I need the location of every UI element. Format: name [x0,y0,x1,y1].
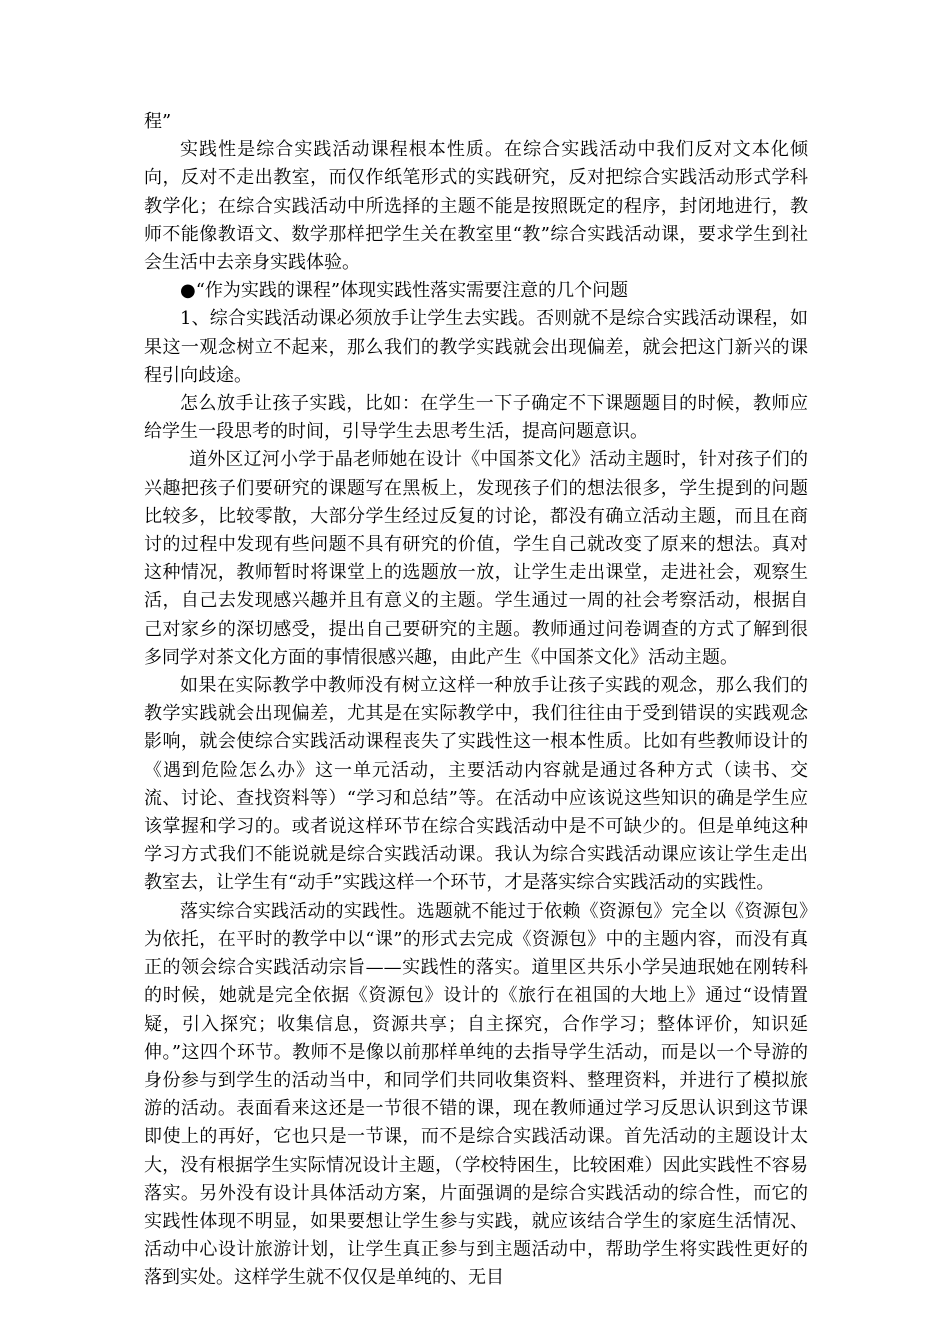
paragraph-how-to-let-go: 怎么放手让孩子实践，比如：在学生一下子确定不下课题题目的时候，教师应给学生一段思考的时间，引导学生去思考生活，提高问题意识。 [144,393,808,443]
paragraph-point-1: 1、综合实践活动课必须放手让学生去实践。否则就不是综合实践活动课程，如果这一观念树立不起来，那么我们的教学实践就会出现偏差，就会把这门新兴的课程引向歧途。 [144,308,808,386]
document-page [144,108,808,1293]
paragraph-practicality-nature: 实践性是综合实践活动课程根本性质。在综合实践活动中我们反对文本化倾向，反对不走出教室，而仅作纸笔形式的实践研究，反对把综合实践活动形式学科教学化；在综合实践活动中所选择的主题不能是按照既定的程序，封闭地进行，教师不能像教语文、数学那样把学生关在教室里“教”综合实践活动课，要求学生到社会生活中去亲身实践体验。 [144,139,808,274]
paragraph-continuation: 程” [144,111,172,132]
paragraph-resource-pack-example: 落实综合实践活动的实践性。选题就不能过于依赖《资源包》完全以《资源包》为依托，在平时的教学中以“课”的形式去完成《资源包》中的主题内容，而没有真正的领会综合实践活动宗旨——实践性的落实。道里区共乐小学吴迪珉她在刚转科的时候，她就是完全依据《资源包》设计的《旅行在祖国的大地上》通过“设情置疑，引入探究；收集信息，资源共享；自主探究，合作学习；整体评价，知识延伸。”这四个环节。教师不是像以前那样单纯的去指导学生活动，而是以一个导游的身份参与到学生的活动当中，和同学们共同收集资料、整理资料，并进行了模拟旅游的活动。表面看来这还是一节很不错的课，现在教师通过学习反思认识到这节课即使上的再好，它也只是一节课，而不是综合实践活动课。首先活动的主题设计太大，没有根据学生实际情况设计主题，（学校特困生，比较困难）因此实践性不容易落实。另外没有设计具体活动方案，片面强调的是综合实践活动的综合性，而它的实践性体现不明显，如果要想让学生参与实践，就应该结合学生的家庭生活情况、活动中心设计旅游计划，让学生真正参与到主题活动中，帮助学生将实践性更好的落到实处。这样学生就不仅仅是单纯的、无目 [144,900,808,1289]
paragraph-tea-culture-example: 道外区辽河小学于晶老师她在设计《中国茶文化》活动主题时，针对孩子们的兴趣把孩子们要研究的课题写在黑板上，发现孩子们的想法很多，学生提到的问题比较多，比较零散，大部分学生经过反复的讨论，都没有确立活动主题，而且在商讨的过程中发现有些问题不具有研究的价值，学生自己就改变了原来的想法。真对这种情况，教师暂时将课堂上的选题放一放，让学生走出课堂，走进社会，观察生活，自己去发现感兴趣并且有意义的主题。学生通过一周的社会考察活动，根据自己对家乡的深切感受，提出自己要研究的主题。教师通过问卷调查的方式了解到很多同学对茶文化方面的事情很感兴趣，由此产生《中国茶文化》活动主题。 [144,449,808,668]
section-heading-bullet: ●“作为实践的课程”体现实践性落实需要注意的几个问题 [180,280,629,302]
paragraph-danger-example: 如果在实际教学中教师没有树立这样一种放手让孩子实践的观念，那么我们的教学实践就会出现偏差，尤其是在实际教学中，我们往往由于受到错误的实践观念影响，就会使综合实践活动课程丧失了实践性这一根本性质。比如有些教师设计的《遇到危险怎么办》这一单元活动，主要活动内容就是通过各种方式（读书、交流、讨论、查找资料等）“学习和总结”等。在活动中应该说这些知识的确是学生应该掌握和学习的。或者说这样环节在综合实践活动中是不可缺少的。但是单纯这种学习方式我们不能说就是综合实践活动课。我认为综合实践活动课应该让学生走出教室去，让学生有“动手”实践这样一个环节，才是落实综合实践活动的实践性。 [144,675,808,894]
